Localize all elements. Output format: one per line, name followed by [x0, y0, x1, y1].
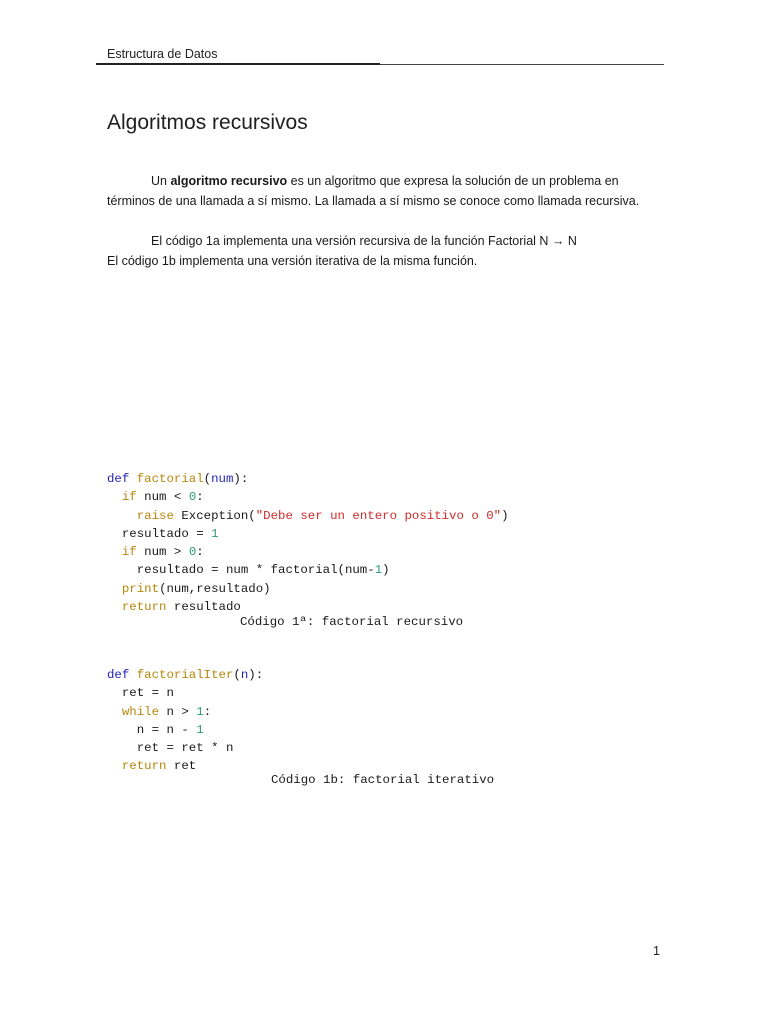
- code-line: [107, 580, 509, 598]
- intro-paragraph: [107, 171, 647, 211]
- page-title: Algoritmos recursivos: [107, 111, 308, 134]
- code-line: [107, 598, 509, 616]
- code-token: n >: [159, 704, 197, 719]
- description-line1: El código 1a implementa una versión recursiva de la función Factorial N → N: [151, 234, 577, 248]
- code-token: ret = n: [107, 686, 174, 701]
- code-line: [107, 684, 263, 702]
- code-token: num: [211, 472, 234, 486]
- code-line: [107, 561, 509, 579]
- code-token: ret = ret * n: [107, 741, 234, 756]
- code-block-recursive: [107, 470, 509, 616]
- code-token: ): [382, 563, 390, 578]
- code-token: 0: [188, 490, 197, 505]
- code-token: [107, 490, 122, 504]
- code-token: (num,resultado): [159, 581, 271, 596]
- code-token: 1: [374, 563, 383, 578]
- code-token: 1: [196, 704, 204, 719]
- code-token: ):: [233, 472, 249, 486]
- code-line: [107, 488, 509, 506]
- code-token: factorialIter: [136, 668, 234, 682]
- code-token: print: [121, 581, 160, 596]
- code-line: [107, 666, 263, 684]
- code-token: resultado = num * factorial(num-: [107, 563, 375, 578]
- code-token: n = n -: [107, 722, 197, 737]
- code-line: [107, 525, 509, 543]
- code-token: num <: [136, 490, 189, 505]
- code-line: [107, 757, 263, 775]
- code-token: if: [121, 490, 137, 505]
- code-token: [107, 600, 122, 614]
- code-token: "Debe ser un entero positivo o 0": [255, 508, 502, 523]
- code-token: [107, 582, 122, 596]
- code-token: raise: [136, 508, 174, 523]
- code-token: Exception(: [173, 508, 256, 523]
- intro-text-start: Un: [151, 174, 171, 188]
- intro-bold-term: algoritmo recursivo: [170, 174, 288, 188]
- code-line: [107, 543, 509, 561]
- code-token: if: [121, 545, 137, 560]
- code-token: ): [501, 508, 509, 523]
- intro-text-rest: es un algoritmo que expresa la solución de un problema en: [287, 174, 619, 188]
- code-token: def: [107, 472, 130, 486]
- code-token: [129, 668, 136, 682]
- code-line: [107, 721, 263, 739]
- code-token: 0: [188, 545, 197, 560]
- code-token: def: [107, 668, 130, 682]
- code-token: resultado =: [107, 526, 212, 541]
- code-block-iterative: [107, 666, 263, 776]
- running-header: Estructura de Datos: [107, 47, 218, 61]
- code-line: [107, 470, 509, 488]
- code-token: return: [121, 759, 167, 774]
- code-token: (: [233, 668, 241, 682]
- code-line: [107, 739, 263, 757]
- code-token: [107, 545, 122, 559]
- code-token: n: [240, 668, 249, 682]
- intro-text-line2: términos de una llamada a sí mismo. La llamada a sí mismo se conoce como llamada recursiva.: [107, 194, 640, 208]
- code-token: factorial: [136, 472, 204, 486]
- description-line2: El código 1b implementa una versión iterativa de la misma función.: [107, 254, 478, 268]
- code-token: return: [121, 600, 167, 615]
- code-token: ):: [248, 668, 264, 682]
- page-number: 1: [653, 944, 660, 958]
- code-token: :: [196, 545, 204, 560]
- code-token: :: [196, 490, 204, 505]
- code-caption-iterative: Código 1b: factorial iterativo: [271, 773, 495, 787]
- code-token: resultado: [166, 600, 241, 615]
- code-token: [107, 705, 122, 719]
- code-token: [107, 509, 137, 523]
- code-token: (: [203, 472, 212, 486]
- code-line: [107, 507, 509, 525]
- header-divider-accent: [96, 63, 380, 65]
- code-token: 1: [196, 722, 204, 737]
- code-caption-recursive: Código 1ª: factorial recursivo: [240, 615, 464, 629]
- code-token: 1: [211, 526, 219, 541]
- code-token: [129, 472, 136, 486]
- code-token: num >: [136, 545, 189, 560]
- code-description-paragraph: [107, 231, 647, 271]
- code-token: while: [121, 704, 160, 719]
- code-token: :: [203, 704, 212, 719]
- code-line: [107, 703, 263, 721]
- code-token: ret: [166, 759, 197, 774]
- code-token: [107, 759, 122, 773]
